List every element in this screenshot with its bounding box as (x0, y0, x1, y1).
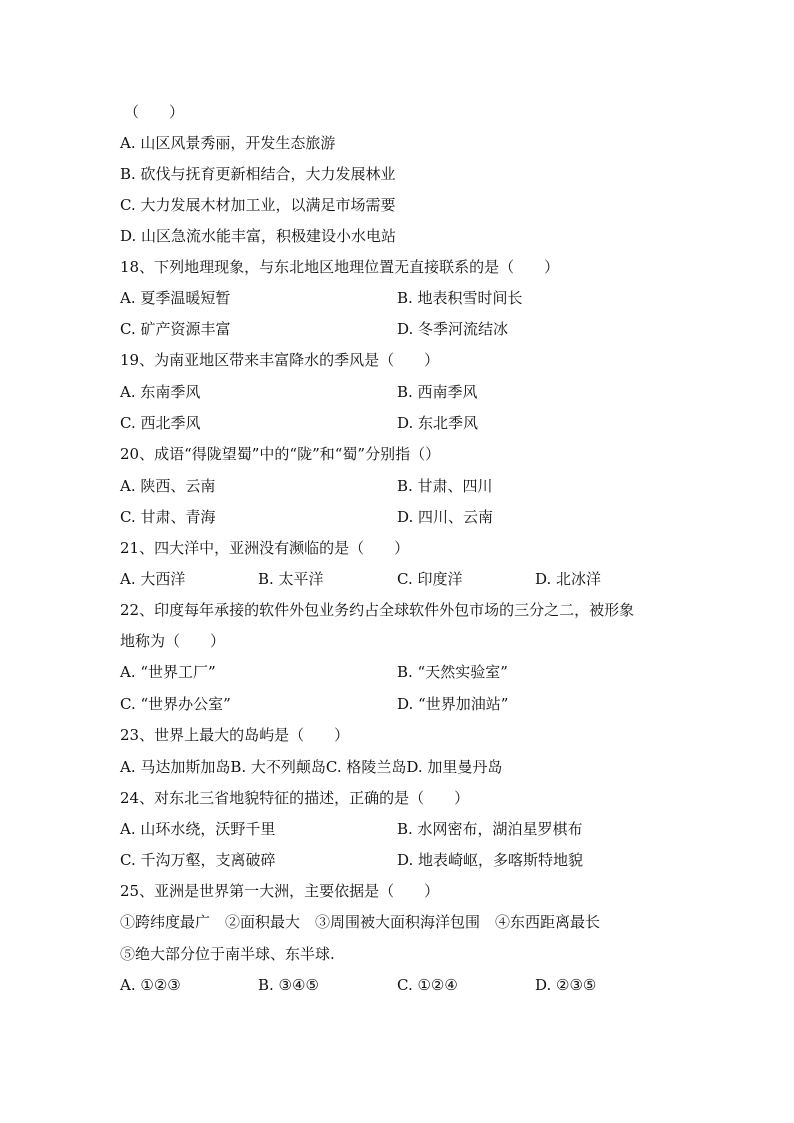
question-25-option-a: A. ①②③ (120, 976, 181, 994)
question-22-option-a: A. “世界工厂” (120, 663, 216, 681)
question-18-stem: 18、下列地理现象，与东北地区地理位置无直接联系的是（ ） (120, 258, 560, 276)
question-17-option-d: D. 山区急流水能丰富，积极建设小水电站 (120, 227, 397, 245)
question-18-option-d: D. 冬季河流结冰 (397, 320, 509, 338)
question-22-option-c: C. “世界办公室” (120, 695, 231, 713)
question-20-option-c: C. 甘肃、青海 (120, 508, 216, 526)
question-24-option-a: A. 山环水绕，沃野千里 (120, 820, 276, 838)
question-17-option-b: B. 砍伐与抚育更新相结合，大力发展林业 (120, 165, 396, 183)
question-25-option-b: B. ③④⑤ (258, 976, 319, 994)
question-18-option-b: B. 地表积雪时间长 (397, 289, 523, 307)
question-20-option-d: D. 四川、云南 (397, 508, 494, 526)
question-22-option-d: D. “世界加油站” (397, 695, 509, 713)
question-20-option-b: B. 甘肃、四川 (397, 477, 493, 495)
question-24-stem: 24、对东北三省地貌特征的描述，正确的是（ ） (120, 789, 470, 807)
question-17-option-a: A. 山区风景秀丽，开发生态旅游 (120, 134, 336, 152)
question-25-option-d: D. ②③⑤ (535, 976, 597, 994)
question-18-option-a: A. 夏季温暖短暂 (120, 289, 231, 307)
question-21-option-c: C. 印度洋 (397, 570, 463, 588)
question-23-stem: 23、世界上最大的岛屿是（ ） (120, 726, 350, 744)
question-19-option-d: D. 东北季风 (397, 414, 479, 432)
question-21-stem: 21、四大洋中，亚洲没有濒临的是（ ） (120, 539, 410, 557)
question-21-option-d: D. 北冰洋 (535, 570, 602, 588)
question-25-option-c: C. ①②④ (397, 976, 458, 994)
question-22-stem-line2: 地称为（ ） (120, 632, 226, 650)
question-25-statements-line2: ⑤绝大部分位于南半球、东半球. (120, 945, 335, 963)
question-19-option-b: B. 西南季风 (397, 383, 478, 401)
question-19-option-a: A. 东南季风 (120, 383, 201, 401)
question-19-stem: 19、为南亚地区带来丰富降水的季风是（ ） (120, 351, 440, 369)
question-25-stem: 25、亚洲是世界第一大洲，主要依据是（ ） (120, 882, 440, 900)
question-24-option-c: C. 千沟万壑，支离破碎 (120, 851, 276, 869)
question-22-option-b: B. “天然实验室” (397, 663, 508, 681)
question-24-option-d: D. 地表崎岖，多喀斯特地貌 (397, 851, 584, 869)
question-20-option-a: A. 陕西、云南 (120, 477, 216, 495)
question-20-stem: 20、成语“得陇望蜀”中的“陇”和“蜀”分别指（） (120, 445, 441, 463)
question-21-option-a: A. 大西洋 (120, 570, 186, 588)
question-18-option-c: C. 矿产资源丰富 (120, 320, 231, 338)
question-17-stem-end: （ ） (124, 103, 185, 121)
question-25-statements-line1: ①跨纬度最广 ②面积最大 ③周围被大面积海洋包围 ④东西距离最长 (120, 913, 601, 931)
question-23-options: A. 马达加斯加岛B. 大不列颠岛C. 格陵兰岛D. 加里曼丹岛 (120, 758, 503, 776)
question-21-option-b: B. 太平洋 (258, 570, 324, 588)
question-22-stem-line1: 22、印度每年承接的软件外包业务约占全球软件外包市场的三分之二，被形象 (120, 601, 635, 619)
question-19-option-c: C. 西北季风 (120, 414, 201, 432)
question-17-option-c: C. 大力发展木材加工业，以满足市场需要 (120, 196, 396, 214)
question-24-option-b: B. 水网密布，湖泊星罗棋布 (397, 820, 583, 838)
